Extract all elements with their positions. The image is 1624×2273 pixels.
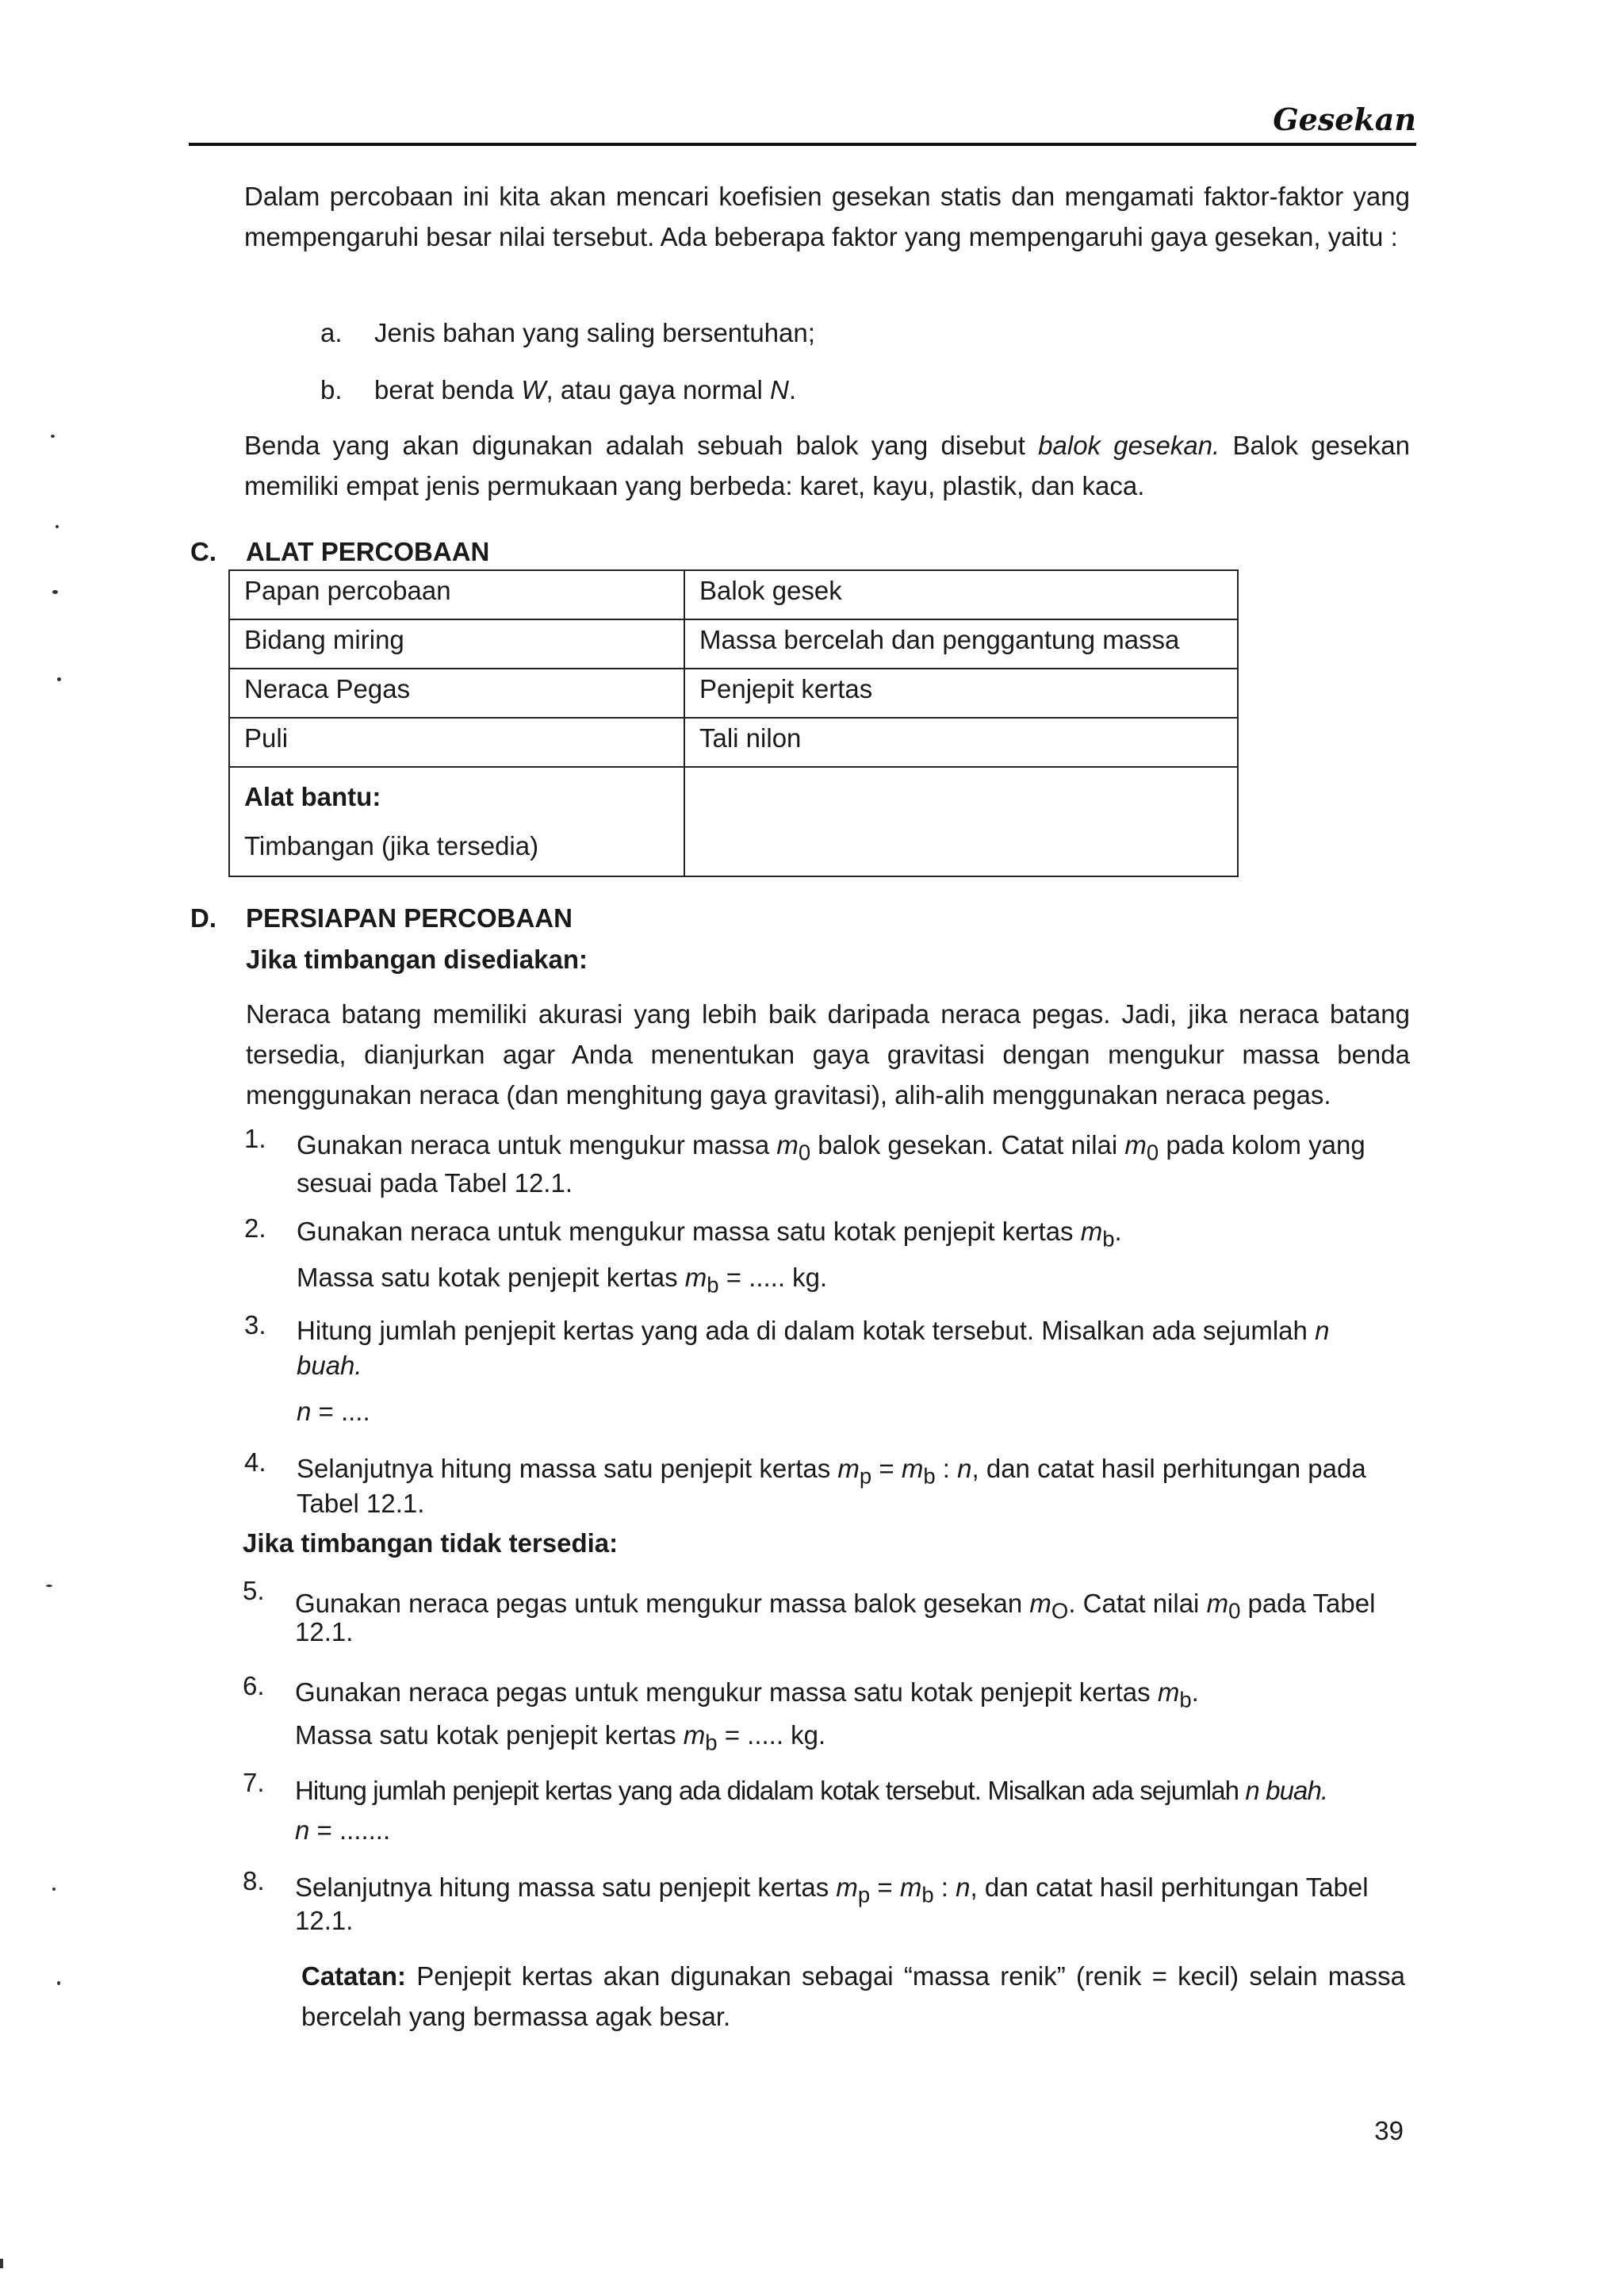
section-c-letter: C. xyxy=(190,537,216,566)
table-cell: Neraca Pegas xyxy=(229,669,684,718)
note-paragraph: Catatan: Penjepit kertas akan digunakan sebagai “massa renik” (renik = kecil) selain massa bercelah yang bermassa agak besar. xyxy=(301,1961,1405,2031)
scan-speck xyxy=(0,2259,3,2268)
table-cell-helper xyxy=(229,767,684,876)
scan-speck xyxy=(57,1981,60,1985)
step-4-line-1: Selanjutnya hitung massa satu penjepit kertas $m_p = m_b$ : n, dan catat hasil perhitungan pada xyxy=(297,1454,1366,1489)
subheading-scale-unavailable: Jika timbangan tidak tersedia: xyxy=(243,1528,619,1558)
step-1-line-2: sesuai pada Tabel 12.1. xyxy=(297,1168,573,1198)
section-d-letter: D. xyxy=(190,903,216,933)
table-row xyxy=(229,718,1238,767)
page-number: 39 xyxy=(1374,2116,1404,2145)
step-1-line-1: Gunakan neraca untuk mengukur massa $m_0$ balok gesekan. Catat nilai $m_0$ pada kolom yang xyxy=(297,1130,1365,1165)
factor-item-b: berat benda W, atau gaya normal N. xyxy=(374,375,796,404)
header-rule xyxy=(189,143,1416,146)
equipment-table xyxy=(228,569,1239,877)
scan-speck xyxy=(51,435,55,438)
running-header: Gesekan xyxy=(1273,102,1416,137)
table-cell: Penjepit kertas xyxy=(684,669,1238,718)
step-number: 3. xyxy=(244,1310,266,1340)
table-cell: Balok gesek xyxy=(684,570,1238,619)
table-row xyxy=(229,767,1238,876)
scan-speck xyxy=(52,1888,56,1891)
factor-marker-a: a. xyxy=(320,318,343,347)
section-d-intro: Neraca batang memiliki akurasi yang lebih baik daripada neraca pegas. Jadi, jika neraca batang tersedia, dianjurkan agar Anda menentukan gaya gravitasi dengan mengukur massa benda menggunakan neraca (dan menghitung gaya gravitasi), alih-alih menggunakan neraca pegas. xyxy=(246,999,1410,1110)
step-5-line-2: 12.1. xyxy=(295,1617,354,1646)
step-number: 5. xyxy=(243,1576,265,1605)
scan-speck xyxy=(46,1585,52,1587)
table-row xyxy=(229,570,1238,619)
table-row xyxy=(229,619,1238,669)
step-3-line-2: buah. xyxy=(297,1351,362,1380)
step-number: 2. xyxy=(244,1213,266,1243)
factor-marker-b: b. xyxy=(320,375,343,404)
scan-speck xyxy=(52,590,58,594)
factor-item-a: Jenis bahan yang saling bersentuhan; xyxy=(374,318,815,347)
step-number: 1. xyxy=(244,1124,266,1153)
step-8-line-1: Selanjutnya hitung massa satu penjepit kertas $m_p = m_b$ : n, dan catat hasil perhitungan Tabel xyxy=(295,1872,1369,1907)
section-d-title: PERSIAPAN PERCOBAAN xyxy=(246,903,573,933)
scan-speck xyxy=(56,525,59,528)
section-c-title: ALAT PERCOBAAN xyxy=(246,537,490,566)
step-6-line-1: Gunakan neraca pegas untuk mengukur massa satu kotak penjepit kertas $m_b$. xyxy=(295,1677,1199,1712)
step-3-line-1: Hitung jumlah penjepit kertas yang ada di dalam kotak tersebut. Misalkan ada sejumlah n xyxy=(297,1316,1330,1345)
table-cell: Bidang miring xyxy=(229,619,684,669)
step-4-line-2: Tabel 12.1. xyxy=(297,1489,425,1518)
step-2-line-1: Gunakan neraca untuk mengukur massa satu kotak penjepit kertas $m_b$. xyxy=(297,1217,1122,1251)
step-6-line-2: Massa satu kotak penjepit kertas $m_b$ = ..... kg. xyxy=(295,1720,826,1755)
scan-speck xyxy=(57,677,61,681)
table-row xyxy=(229,669,1238,718)
intro-paragraph: Dalam percobaan ini kita akan mencari koefisien gesekan statis dan mengamati faktor-faktor yang mempengaruhi besar nilai tersebut. Ada beberapa faktor yang mempengaruhi gaya gesekan, yaitu : xyxy=(244,182,1410,251)
step-5-line-1: Gunakan neraca pegas untuk mengukur massa balok gesekan $m_O$. Catat nilai $m_0$ pada Tabel xyxy=(295,1589,1376,1623)
table-cell xyxy=(684,767,1238,876)
intro-paragraph-2: Benda yang akan digunakan adalah sebuah balok yang disebut balok gesekan. Balok gesekan memiliki empat jenis permukaan yang berbeda: karet, kayu, plastik, dan kaca. xyxy=(244,431,1410,500)
step-7-line-1: Hitung jumlah penjepit kertas yang ada didalam kotak tersebut. Misalkan ada sejumlah n buah. xyxy=(295,1776,1328,1805)
step-number: 6. xyxy=(243,1671,265,1700)
helper-label: Alat bantu: xyxy=(244,782,381,811)
table-cell: Puli xyxy=(229,718,684,767)
step-3-line-3: n = .... xyxy=(297,1397,370,1426)
helper-item: Timbangan (jika tersedia) xyxy=(244,831,539,861)
step-2-line-2: Massa satu kotak penjepit kertas $m_b$ = ..... kg. xyxy=(297,1263,828,1297)
step-7-line-2: n = ....... xyxy=(295,1815,391,1845)
table-cell: Massa bercelah dan penggantung massa xyxy=(684,619,1238,669)
step-number: 8. xyxy=(243,1866,265,1895)
table-cell: Tali nilon xyxy=(684,718,1238,767)
step-number: 7. xyxy=(243,1768,265,1797)
table-cell: Papan percobaan xyxy=(229,570,684,619)
step-number: 4. xyxy=(244,1447,266,1477)
step-8-line-2: 12.1. xyxy=(295,1906,354,1935)
subheading-scale-available: Jika timbangan disediakan: xyxy=(246,945,588,974)
